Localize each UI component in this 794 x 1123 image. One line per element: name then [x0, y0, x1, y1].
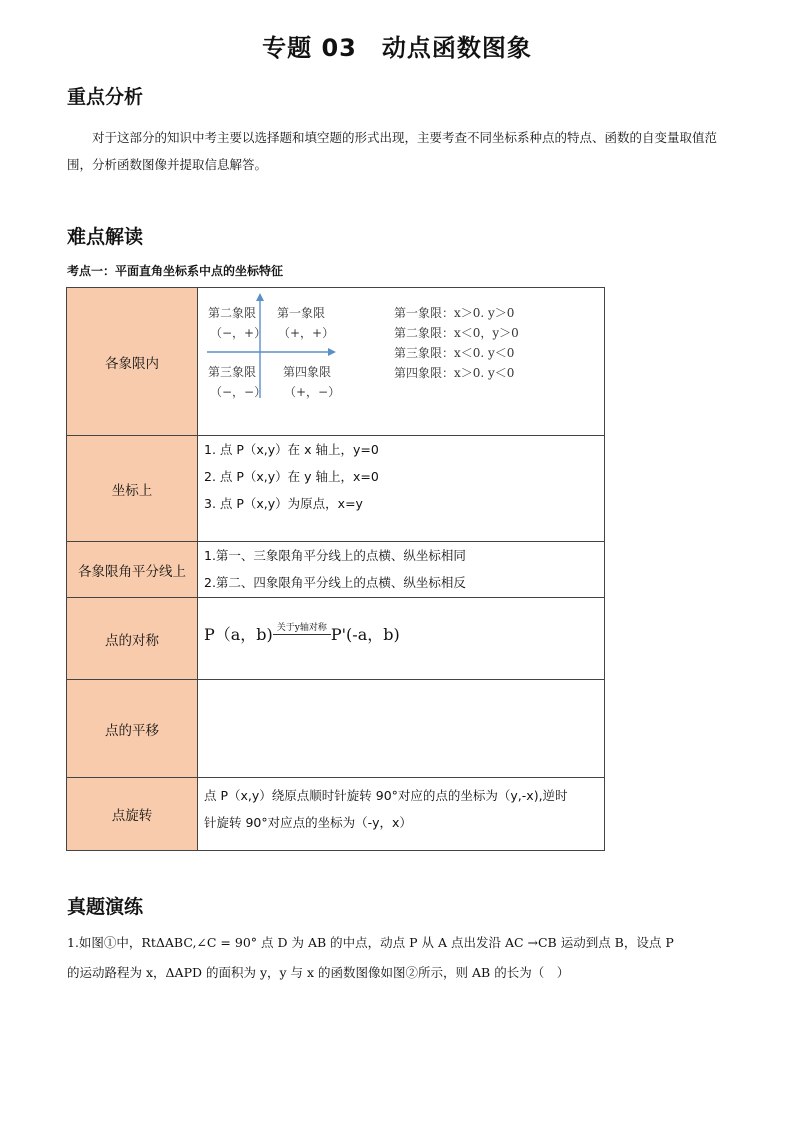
- quadrant-4-sign: （+，−）: [284, 385, 341, 399]
- on-axes-cell: [198, 436, 605, 542]
- rotation-line-1: 点 P（x,y）绕原点顺时针旋转 90°对应的点的坐标为（y,-x),逆时: [204, 788, 568, 803]
- symmetry-cell: [198, 598, 605, 680]
- quadrant-3-label: 第三象限: [208, 365, 257, 379]
- quadrant-3-sign: （−，−）: [210, 385, 267, 399]
- rotation-cell: [198, 778, 605, 851]
- section-heading-analysis: 重点分析: [67, 86, 144, 108]
- symmetry-left: P（a，b): [204, 625, 273, 644]
- section-heading-practice: 真题演练: [67, 896, 144, 918]
- bisector-cell: [198, 542, 605, 598]
- on-axes-line-1: 1. 点 P（x,y）在 x 轴上，y=0: [204, 442, 379, 457]
- quadrant-rule-3: 第三象限：x＜0. y＜0: [394, 346, 515, 360]
- quadrant-1-label: 第一象限: [277, 306, 326, 320]
- bisector-line-2: 2.第二、四象限角平分线上的点横、纵坐标相反: [204, 575, 466, 590]
- quadrant-2-sign: （−，+）: [210, 326, 267, 340]
- row-label-symmetry: 点的对称: [67, 598, 198, 680]
- practice-line-1: 1.如图①中，RtΔABC,∠C = 90° 点 D 为 AB 的中点，动点 P 从 A 点出发沿 AC →CB 运动到点 B，设点 P: [67, 935, 674, 950]
- symmetry-arrow-label: 关于y轴对称: [273, 622, 331, 635]
- quadrant-4-label: 第四象限: [283, 365, 332, 379]
- analysis-paragraph: 对于这部分的知识中考主要以选择题和填空题的形式出现，主要考查不同坐标系种点的特点、函数的自变量取值范围，分析函数图像并提取信息解答。: [67, 130, 718, 172]
- quadrant-rule-2: 第二象限：x＜0，y＞0: [394, 326, 519, 340]
- rotation-line-2: 针旋转 90°对应点的坐标为（-y，x）: [204, 815, 412, 830]
- page-title: 专题 03 动点函数图象: [262, 34, 532, 62]
- quadrant-rule-4: 第四象限：x＞0. y＜0: [394, 366, 515, 380]
- row-label-bisector: 各象限角平分线上: [67, 542, 198, 598]
- quadrant-cell: [198, 288, 605, 436]
- row-label-on-axes: 坐标上: [67, 436, 198, 542]
- symmetry-arrow: [273, 622, 331, 635]
- symmetry-right: P'(-a，b): [330, 625, 400, 644]
- practice-question: [67, 928, 729, 988]
- row-label-rotation: 点旋转: [67, 778, 198, 851]
- symmetry-formula: [198, 598, 604, 645]
- bisector-line-1: 1.第一、三象限角平分线上的点横、纵坐标相同: [204, 548, 466, 563]
- quadrant-1-sign: （+，+）: [278, 326, 335, 340]
- on-axes-line-3: 3. 点 P（x,y）为原点，x=y: [204, 496, 363, 511]
- section-heading-difficulty: 难点解读: [67, 226, 144, 248]
- knowledge-point-title: 考点一：平面直角坐标系中点的坐标特征: [67, 264, 284, 278]
- practice-line-2: 的运动路程为 x，ΔAPD 的面积为 y，y 与 x 的函数图像如图②所示，则 AB 的长为（ ）: [67, 965, 570, 980]
- on-axes-line-2: 2. 点 P（x,y）在 y 轴上，x=0: [204, 469, 379, 484]
- row-label-translation: 点的平移: [67, 680, 198, 778]
- translation-cell: [198, 680, 605, 778]
- quadrant-2-label: 第二象限: [208, 306, 257, 320]
- knowledge-table: [66, 287, 605, 851]
- row-label-quadrants: 各象限内: [67, 288, 198, 436]
- quadrant-rule-1: 第一象限：x＞0. y＞0: [394, 306, 515, 320]
